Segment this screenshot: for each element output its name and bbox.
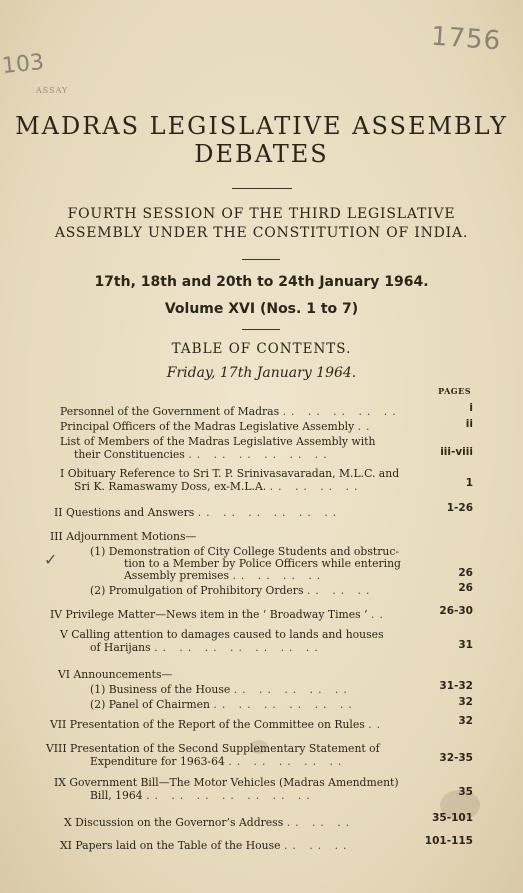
toc-page: 26 <box>458 567 473 579</box>
toc-page: 101-115 <box>424 835 473 847</box>
toc-entry: Personnel of the Government of Madras .. .. .. .. .. <box>60 405 401 418</box>
toc-entry: List of Members of the Madras Legislative Assembly with <box>60 435 376 448</box>
toc-entry-cont: Assembly premises .. .. .. .. <box>124 569 326 582</box>
toc-page: 31-32 <box>439 680 473 692</box>
toc-entry: VI Announcements— <box>58 668 173 681</box>
toc-entry: (2) Promulgation of Prohibitory Orders .. .. .. <box>90 584 375 597</box>
toc-page: 32-35 <box>439 752 473 764</box>
toc-page: 35-101 <box>432 812 473 824</box>
day-heading: Friday, 17th January 1964. <box>166 365 357 381</box>
toc-entry: I Obituary Reference to Sri T. P. Srinivasavaradan, M.L.C. and <box>60 467 400 480</box>
title-line-2: DEBATES <box>194 140 329 168</box>
toc-entry: IX Government Bill—The Motor Vehicles (Madras Amendment) <box>54 776 399 789</box>
toc-entry: V Calling attention to damages caused to lands and houses <box>60 628 384 641</box>
title-line-1: MADRAS LEGISLATIVE ASSEMBLY <box>15 112 508 140</box>
toc-page: 1 <box>465 477 473 489</box>
toc-heading: TABLE OF CONTENTS. <box>171 341 352 357</box>
toc-entry: II Questions and Answers .. .. .. .. .. .. <box>54 506 342 519</box>
toc-entry: XI Papers laid on the Table of the House .. .. .. <box>60 839 352 852</box>
toc-entry-cont: their Constituencies .. .. .. .. .. .. <box>74 448 332 461</box>
toc-page: ii <box>465 418 473 430</box>
toc-page: 1-26 <box>446 502 473 514</box>
tick-mark-icon: ✓ <box>44 550 58 569</box>
toc-page: 32 <box>458 696 473 708</box>
toc-page: 26 <box>458 582 473 594</box>
divider <box>242 259 280 260</box>
toc-entry-cont: tion to a Member by Police Officers while entering <box>124 557 401 570</box>
toc-entry: VIII Presentation of the Second Supplementary Statement of <box>46 742 380 755</box>
toc-entry-cont: Sri K. Ramaswamy Doss, ex-M.L.A. .. .. .. .. <box>74 480 363 493</box>
toc-entry: (1) Demonstration of City College Students and obstruc- <box>90 545 400 558</box>
handwritten-number: 103 <box>0 49 46 80</box>
toc-entry: (1) Business of the House .. .. .. .. .. <box>90 683 352 696</box>
toc-entry: Principal Officers of the Madras Legislative Assembly .. <box>60 420 375 433</box>
session-line-1: FOURTH SESSION OF THE THIRD LEGISLATIVE <box>67 206 456 222</box>
toc-entry: (2) Panel of Chairmen .. .. .. .. .. .. <box>90 698 357 711</box>
divider <box>242 329 280 330</box>
toc-entry-cont: Bill, 1964 .. .. .. .. .. .. .. <box>90 789 315 802</box>
toc-page: i <box>469 402 473 414</box>
divider <box>232 188 292 189</box>
toc-entry: VII Presentation of the Report of the Committee on Rules .. <box>50 718 386 731</box>
toc-entry: X Discussion on the Governor’s Address .. .. .. <box>64 816 355 829</box>
volume-number: Volume XVI (Nos. 1 to 7) <box>164 301 359 317</box>
toc-page: 26-30 <box>439 605 473 617</box>
toc-entry: III Adjournment Motions— <box>50 530 197 543</box>
session-dates: 17th, 18th and 20th to 24th January 1964. <box>94 274 429 290</box>
handwritten-number: 1756 <box>429 21 502 57</box>
toc-entry-cont: Expenditure for 1963-64 .. .. .. .. .. <box>90 755 347 768</box>
toc-page: 32 <box>458 715 473 727</box>
toc-entry-cont: of Harijans .. .. .. .. .. .. .. <box>90 641 323 654</box>
toc-entry: IV Privilege Matter—News item in the ‘ Broadway Times ’ .. <box>50 608 388 621</box>
session-line-2: ASSEMBLY UNDER THE CONSTITUTION OF INDIA. <box>54 225 469 241</box>
library-stamp: ASSAY <box>36 86 69 95</box>
pages-column-heading: PAGES <box>438 386 471 396</box>
toc-page: 31 <box>458 639 473 651</box>
toc-page: 35 <box>458 786 473 798</box>
toc-page: iii-viii <box>440 446 473 458</box>
